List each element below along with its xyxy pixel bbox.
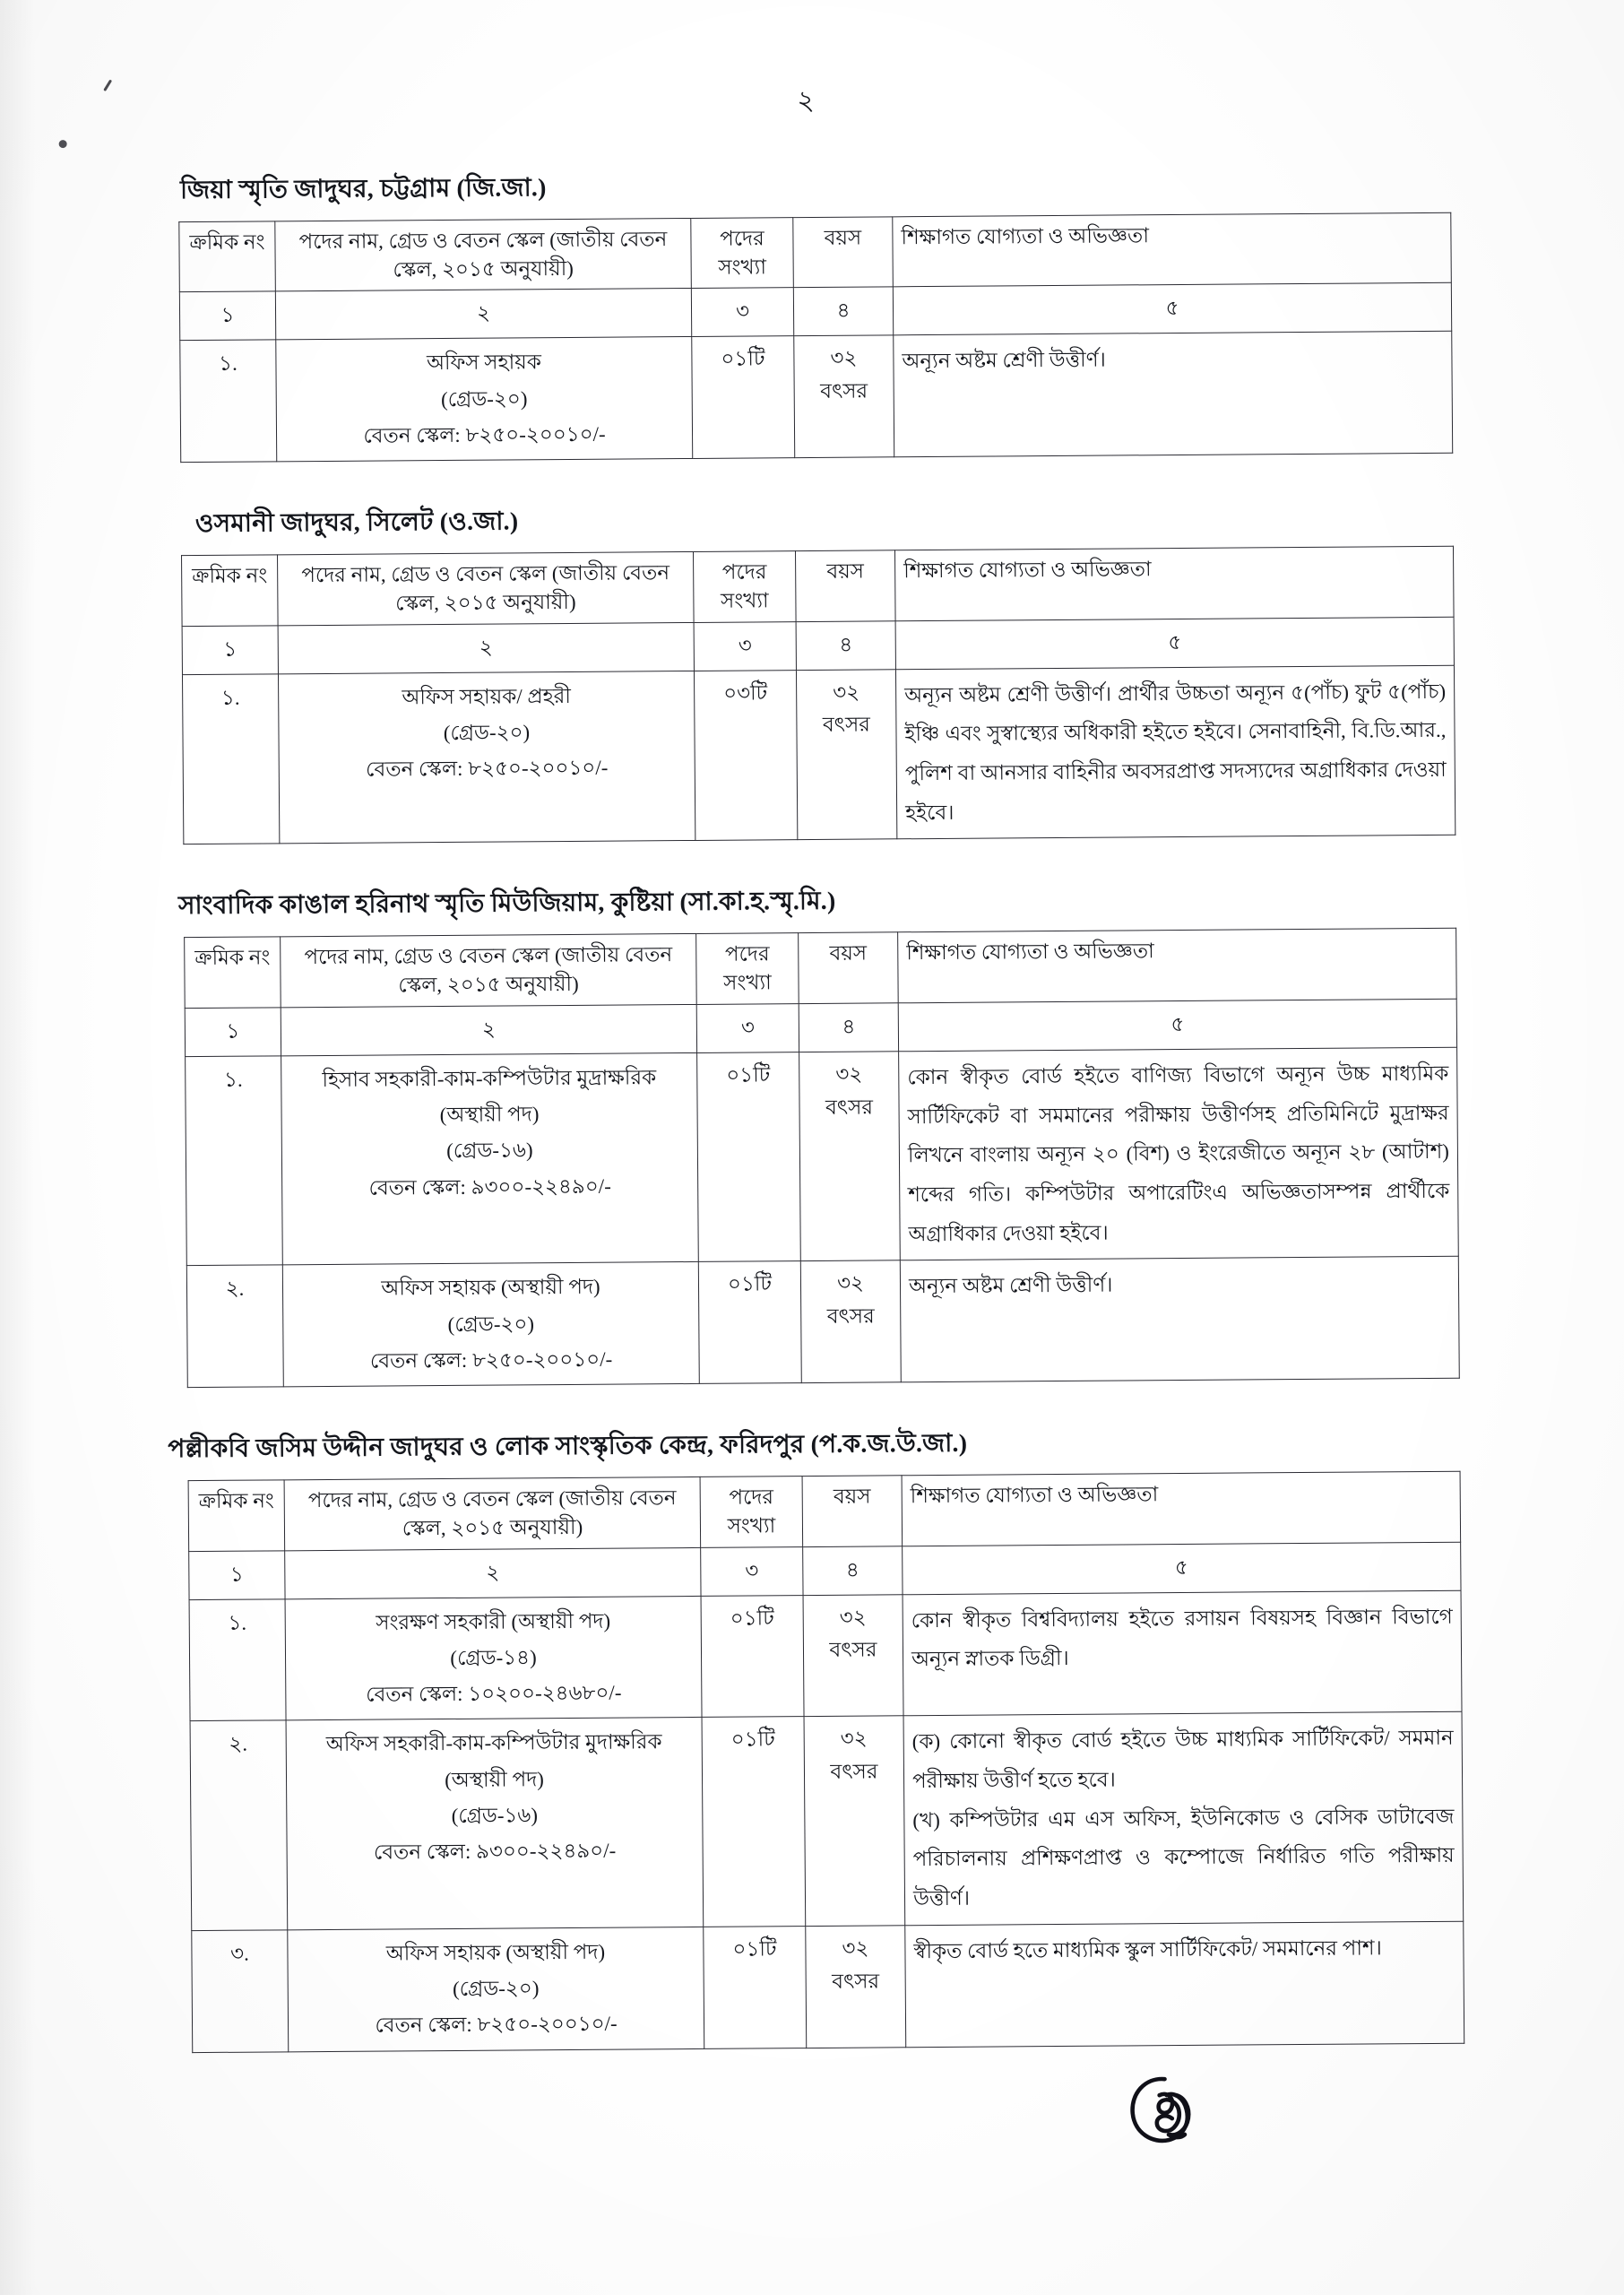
post-grade: (গ্রেড-২০): [447, 1312, 535, 1336]
cell-serial: ১.: [182, 674, 279, 845]
age-value: ৩২: [830, 347, 858, 370]
colnum-3: ৩: [691, 288, 793, 337]
colnum-2: ২: [278, 622, 694, 673]
age-unit: বৎসর: [832, 1970, 880, 1993]
section-kangal-harinath-museum: [177, 877, 1460, 1388]
header-serial: ক্রমিক নং: [188, 1480, 285, 1551]
table-row: [180, 332, 1453, 463]
job-table: [184, 928, 1460, 1388]
qualification-text: অন্যূন অষ্টম শ্রেণী উত্তীর্ণ।: [902, 349, 1106, 373]
age-unit: বৎসর: [825, 1096, 874, 1119]
cell-age: [806, 1926, 906, 2048]
cell-serial: ২.: [186, 1265, 283, 1388]
qualification-text: স্বীকৃত বোর্ড হতে মাধ্যমিক স্কুল সার্টিফিকেট/ সমমানের পাশ।: [913, 1936, 1382, 1962]
colnum-2: ২: [281, 1004, 696, 1055]
cell-serial: ১.: [180, 340, 277, 463]
table-row: [186, 1047, 1459, 1266]
colnum-5: ৫: [895, 617, 1454, 670]
post-name: অফিস সহায়ক: [426, 351, 541, 375]
table-row: [190, 1712, 1464, 1931]
header-post: পদের নাম, গ্রেড ও বেতন স্কেল (জাতীয় বেতন স্কেল, ২০১৫ অনুযায়ী): [281, 934, 697, 1008]
post-status: (অস্থায়ী পদ): [439, 1103, 540, 1127]
job-table: [178, 212, 1453, 463]
cell-count: ০১টি: [697, 1052, 801, 1262]
colnum-3: ৩: [701, 1546, 803, 1596]
post-pay-scale: বেতন স্কেল: ৮২৫০-২০০১০/-: [363, 422, 606, 447]
cell-count: ০১টি: [702, 1717, 806, 1927]
post-grade: (গ্রেড-২০): [440, 387, 528, 411]
table-row: [192, 1921, 1464, 2052]
cell-age: [803, 1594, 903, 1717]
table-header-row: [179, 212, 1452, 292]
post-grade: (গ্রেড-২০): [452, 1977, 540, 2000]
section-title: পল্লীকবি জসিম উদ্দীন জাদুঘর ও লোক সাংস্কৃতিক কেন্দ্র, ফরিদপুর (প.ক.জ.উ.জা.): [168, 1429, 968, 1464]
header-serial: ক্রমিক নং: [182, 555, 279, 626]
header-post: পদের নাম, গ্রেড ও বেতন স্কেল (জাতীয় বেতন স্কেল, ২০১৫ অনুযায়ী): [275, 218, 692, 291]
age-value: ৩২: [833, 680, 860, 704]
qualification-text: কোন স্বীকৃত বিশ্ববিদ্যালয় হইতে রসায়ন বিষয়সহ বিজ্ঞান বিভাগে অন্যূন স্নাতক ডিগ্রী।: [911, 1605, 1453, 1671]
section-zia-memorial-museum: [178, 161, 1453, 463]
colnum-1: ১: [179, 291, 275, 341]
cell-age: [799, 1052, 901, 1261]
header-count: পদের সংখ্যা: [694, 551, 797, 622]
job-table: [181, 546, 1456, 845]
cell-serial: ২.: [190, 1720, 288, 1930]
colnum-5: ৫: [898, 999, 1456, 1052]
cell-qualification: [895, 665, 1455, 839]
qualification-text: অন্যূন অষ্টম শ্রেণী উত্তীর্ণ। প্রার্থীর উচ্চতা অন্যূন ৫(পাঁচ) ফুট ৫(পাঁচ) ইঞ্চি এবং সুস্বাস্থ্যের অধিকারী হইতে হইবে। সেনাবাহিনী, বি.ডি.আর., পুলিশ বা আনসার বাহিনীর অবসরপ্রাপ্ত সদস্যদের অগ্রাধিকার দেওয়া হইবে।: [904, 680, 1447, 824]
cell-qualification: [903, 1590, 1462, 1716]
header-age: বয়স: [793, 217, 894, 288]
colnum-2: ২: [275, 289, 691, 340]
header-count: পদের সংখ্যা: [700, 1477, 803, 1547]
age-value: ৩২: [840, 1727, 868, 1751]
qualification-text: অন্যূন অষ্টম শ্রেণী উত্তীর্ণ।: [908, 1273, 1113, 1298]
colnum-5: ৫: [903, 1542, 1461, 1595]
cell-serial: ১.: [186, 1056, 283, 1266]
post-name: অফিস সহকারী-কাম-কম্পিউটার মুদাক্ষরিক: [325, 1730, 662, 1756]
cell-count: ০১টি: [704, 1926, 807, 2048]
cell-age: [804, 1716, 905, 1926]
section-title: জিয়া স্মৃতি জাদুঘর, চট্টগ্রাম (জি.জা.): [179, 174, 547, 205]
post-pay-scale: বেতন স্কেল: ৮২৫০-২০০১০/-: [375, 2012, 618, 2037]
post-pay-scale: বেতন স্কেল: ১০২০০-২৪৬৮০/-: [366, 1681, 622, 1706]
post-grade: (গ্রেড-২০): [443, 721, 531, 744]
qualification-text-a: (ক) কোনো স্বীকৃত বোর্ড হইতে উচ্চ মাধ্যমিক সার্টিফিকেট/ সমমান পরীক্ষায় উত্তীর্ণ হতে হবে।: [911, 1727, 1454, 1793]
qualification-text-b: (খ) কম্পিউটার এম এস অফিস, ইউনিকোড ও বেসিক ডাটাবেজ পরিচালনায় প্রশিক্ষণপ্রাপ্ত ও কম্পোজে নির্ধারিত গতি পরীক্ষায় উত্তীর্ণ।: [912, 1805, 1455, 1910]
cell-serial: ১.: [189, 1598, 286, 1721]
qualification-text: কোন স্বীকৃত বোর্ড হইতে বাণিজ্য বিভাগে অন্যূন উচ্চ মাধ্যমিক সার্টিফিকেট বা সমমানের পরীক্ষায় উত্তীর্ণসহ প্রতিমিনিটে মুদ্রাক্ষর লিখনে বাংলায় অন্যূন ২০ (বিশ) ও ইংরেজীতে অন্যূন ২৮ (আটাশ) শব্দের গতি। কম্পিউটার অপারেটিংএ অভিজ্ঞতাসম্পন্ন প্রার্থীকে অগ্রাধিকার দেওয়া হইবে।: [907, 1061, 1450, 1245]
header-count: পদের সংখ্যা: [691, 218, 794, 289]
cell-qualification: [903, 1712, 1464, 1926]
age-unit: বৎসর: [820, 379, 868, 403]
post-grade: (গ্রেড-১৪): [450, 1646, 537, 1669]
post-pay-scale: বেতন স্কেল: ৯৩০০-২২৪৯০/-: [368, 1174, 611, 1199]
header-post: পদের নাম, গ্রেড ও বেতন স্কেল (জাতীয় বেতন স্কেল, ২০১৫ অনুযায়ী): [278, 552, 695, 626]
cell-count: ০১টি: [692, 336, 795, 459]
colnum-1: ১: [189, 1550, 285, 1599]
table-header-row: [185, 929, 1457, 1009]
table-row: [182, 665, 1455, 844]
post-grade: (গ্রেড-১৬): [446, 1139, 533, 1163]
colnum-4: ৪: [793, 287, 893, 336]
age-value: ৩২: [835, 1062, 863, 1086]
header-qualification: শিক্ষাগত যোগ্যতা ও অভিজ্ঞতা: [893, 212, 1452, 287]
colnum-4: ৪: [796, 620, 895, 670]
cell-age: [796, 669, 896, 840]
cell-count: ০১টি: [698, 1261, 801, 1384]
cell-post: [286, 1718, 704, 1930]
colnum-5: ৫: [893, 283, 1451, 336]
header-age: বয়স: [802, 1476, 903, 1546]
scan-artifact-dot: [59, 140, 67, 148]
age-value: ৩২: [842, 1936, 869, 1960]
table-row: [189, 1590, 1462, 1721]
handwritten-signature-icon: [1118, 2068, 1226, 2168]
table-header-row: [182, 546, 1455, 626]
section-title: সাংবাদিক কাঙাল হরিনাথ স্মৃতি মিউজিয়াম, কুষ্টিয়া (সা.কা.হ.স্মৃ.মি.): [177, 888, 836, 921]
cell-post: [281, 1052, 699, 1265]
header-serial: ক্রমিক নং: [179, 221, 276, 292]
cell-age: [794, 335, 894, 458]
cell-count: ০১টি: [701, 1595, 804, 1718]
colnum-2: ২: [285, 1547, 701, 1598]
age-unit: বৎসর: [830, 1760, 878, 1783]
colnum-3: ৩: [694, 621, 796, 671]
post-status: (অস্থায়ী পদ): [445, 1767, 544, 1791]
section-title: ওসমানী জাদুঘর, সিলেট (ও.জা.): [194, 507, 519, 539]
job-table: [188, 1471, 1465, 2053]
cell-qualification: [900, 1257, 1459, 1382]
age-value: ৩২: [839, 1606, 867, 1629]
header-serial: ক্রমিক নং: [185, 937, 281, 1008]
document-body: [168, 161, 1464, 2064]
post-name: অফিস সহায়ক (অস্থায়ী পদ): [381, 1276, 600, 1300]
section-osmani-museum: [181, 495, 1456, 845]
header-age: বয়স: [799, 932, 899, 1003]
header-qualification: শিক্ষাগত যোগ্যতা ও অভিজ্ঞতা: [898, 929, 1457, 1003]
cell-post: [278, 671, 695, 844]
header-count: পদের সংখ্যা: [696, 933, 799, 1004]
cell-post: [288, 1927, 704, 2051]
colnum-4: ৪: [799, 1003, 898, 1052]
cell-qualification: [899, 1047, 1459, 1260]
table-header-row: [188, 1471, 1461, 1551]
cell-post: [276, 337, 693, 462]
cell-serial: ৩.: [192, 1930, 289, 2053]
cell-age: [800, 1260, 901, 1383]
header-age: বয়স: [796, 550, 896, 621]
header-qualification: শিক্ষাগত যোগ্যতা ও অভিজ্ঞতা: [894, 546, 1454, 620]
header-qualification: শিক্ষাগত যোগ্যতা ও অভিজ্ঞতা: [902, 1471, 1461, 1546]
post-name: হিসাব সহকারী-কাম-কম্পিউটার মুদ্রাক্ষরিক: [322, 1066, 657, 1091]
cell-post: [285, 1596, 702, 1720]
table-row: [186, 1257, 1459, 1388]
age-unit: বৎসর: [822, 714, 870, 737]
header-post: পদের নাম, গ্রেড ও বেতন স্কেল (জাতীয় বেতন স্কেল, ২০১৫ অনুযায়ী): [284, 1477, 701, 1551]
age-unit: বৎসর: [826, 1304, 875, 1329]
post-name: সংরক্ষণ সহকারী (অস্থায়ী পদ): [376, 1609, 611, 1634]
post-name: অফিস সহায়ক (অস্থায়ী পদ): [385, 1940, 606, 1965]
colnum-1: ১: [185, 1008, 281, 1057]
age-value: ৩২: [836, 1271, 865, 1295]
cell-qualification: [894, 332, 1453, 457]
post-pay-scale: বেতন স্কেল: ৮২৫০-২০০১০/-: [369, 1347, 613, 1373]
post-name: অফিস সহায়ক/ প্রহরী: [402, 684, 572, 709]
colnum-4: ৪: [803, 1546, 903, 1595]
colnum-1: ১: [182, 626, 278, 675]
section-jasim-uddin-museum: [168, 1420, 1464, 2053]
post-pay-scale: বেতন স্কেল: ৯৩০০-২২৪৯০/-: [373, 1839, 617, 1864]
cell-count: ০৩টি: [694, 670, 797, 841]
post-pay-scale: বেতন স্কেল: ৮২৫০-২০০১০/-: [366, 756, 609, 781]
age-unit: বৎসর: [829, 1638, 877, 1662]
post-grade: (গ্রেড-১৬): [451, 1804, 539, 1827]
colnum-3: ৩: [696, 1004, 799, 1053]
page-number: ২: [797, 85, 816, 117]
cell-post: [282, 1262, 699, 1387]
cell-qualification: [905, 1921, 1464, 2047]
